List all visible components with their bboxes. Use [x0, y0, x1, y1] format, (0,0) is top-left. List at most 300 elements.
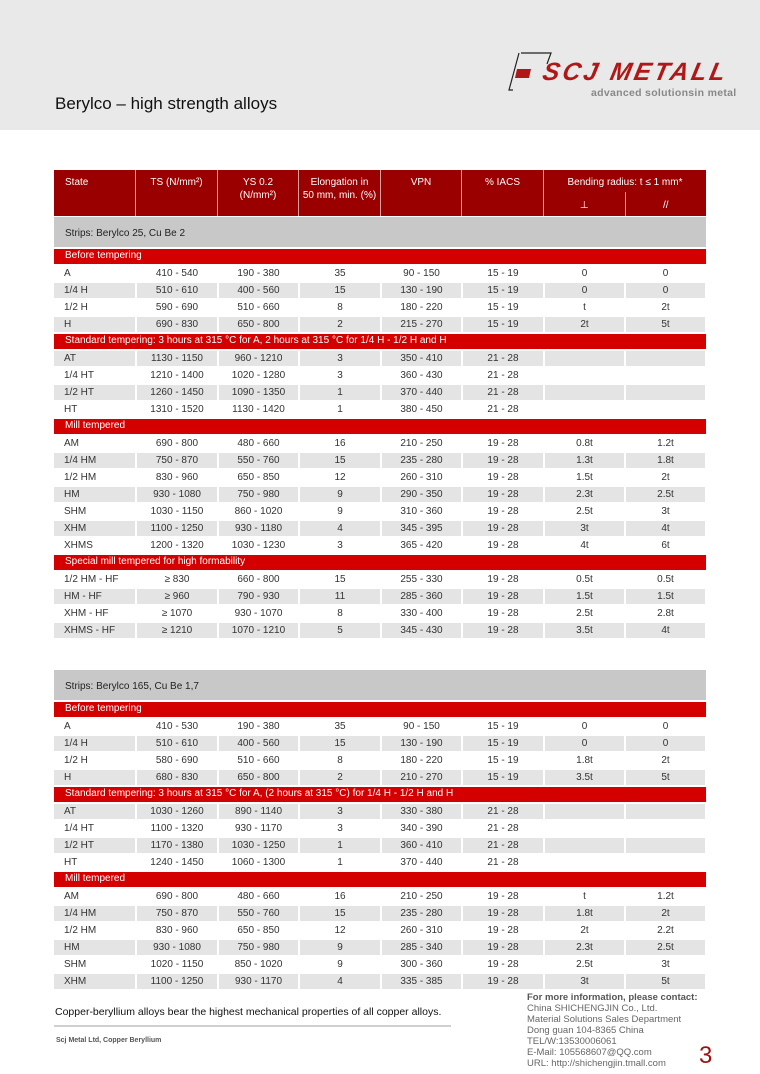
cell-state: H	[54, 317, 135, 332]
cell-state: XHM	[54, 974, 135, 989]
company-logo	[507, 52, 742, 102]
cell-iacs: 15 - 19	[487, 721, 519, 732]
table-title: Strips: Berylco 165, Cu Be 1,7	[54, 670, 706, 700]
section-header: Special mill tempered for high formability	[54, 555, 706, 570]
cell-iacs: 19 - 28	[487, 540, 519, 551]
cell-vpn: 210 - 250	[400, 438, 443, 449]
cell-iacs: 19 - 28	[487, 959, 519, 970]
table-header	[54, 170, 706, 216]
cell-elongation: 15	[300, 906, 380, 921]
cell-bend-parallel	[626, 838, 705, 853]
cell-vpn: 215 - 270	[382, 317, 461, 332]
col-elong-line1: Elongation in	[310, 177, 369, 188]
cell-iacs: 21 - 28	[487, 370, 519, 381]
cell-state: A	[64, 721, 71, 732]
cell-ys: 890 - 1140	[219, 804, 298, 819]
cell-vpn: 130 - 190	[382, 736, 461, 751]
cell-ys: 190 - 380	[237, 721, 280, 732]
cell-iacs: 19 - 28	[487, 506, 519, 517]
cell-elongation: 8	[337, 302, 343, 313]
cell-vpn: 260 - 310	[400, 472, 443, 483]
cell-bend-perpendicular: 1.8t	[576, 755, 593, 766]
cell-state: 1/4 HM	[54, 453, 135, 468]
cell-bend-parallel: 1.2t	[657, 891, 674, 902]
cell-bend-perpendicular: t	[583, 302, 586, 313]
section-header: Mill tempered	[54, 419, 706, 434]
cell-vpn: 360 - 410	[382, 838, 461, 853]
col-ts: TS (N/mm²)	[136, 170, 218, 216]
cell-ys: 510 - 660	[237, 755, 280, 766]
cell-bend-perpendicular	[545, 821, 624, 836]
table-row	[54, 751, 706, 768]
cell-ts: 930 - 1080	[137, 487, 217, 502]
table-row	[54, 315, 706, 332]
cell-iacs: 19 - 28	[463, 974, 543, 989]
cell-bend-parallel: 3t	[661, 959, 670, 970]
cell-bend-parallel: 0	[626, 736, 705, 751]
table-row	[54, 383, 706, 400]
cell-bend-perpendicular: 3.5t	[545, 623, 624, 638]
cell-bend-perpendicular: 2.3t	[545, 487, 624, 502]
col-state: State	[54, 170, 136, 216]
table-row	[54, 264, 706, 281]
col-iacs: % IACS	[462, 170, 544, 216]
cell-bend-perpendicular	[545, 385, 624, 400]
cell-iacs: 15 - 19	[463, 317, 543, 332]
cell-bend-parallel: 2.5t	[626, 487, 705, 502]
cell-ys: 650 - 800	[219, 770, 298, 785]
cell-elongation: 5	[300, 623, 380, 638]
section-header: Before tempering	[54, 249, 706, 264]
cell-iacs: 19 - 28	[463, 487, 543, 502]
cell-vpn: 180 - 220	[400, 302, 443, 313]
cell-ts: 1030 - 1260	[137, 804, 217, 819]
cell-bend-parallel: 1.2t	[657, 438, 674, 449]
cell-bend-perpendicular: 2.5t	[576, 506, 593, 517]
table-row	[54, 887, 706, 904]
cell-vpn: 235 - 280	[382, 906, 461, 921]
cell-bend-parallel: 6t	[661, 540, 670, 551]
cell-ts: 750 - 870	[137, 453, 217, 468]
cell-elongation: 4	[300, 521, 380, 536]
contact-heading: For more information, please contact:	[527, 992, 698, 1003]
cell-ts: 510 - 610	[137, 736, 217, 751]
page-number: 3	[699, 1042, 713, 1069]
cell-ys: 1070 - 1210	[219, 623, 298, 638]
cell-bend-perpendicular: 0.5t	[576, 574, 593, 585]
cell-bend-parallel: 2t	[661, 755, 670, 766]
cell-ys: 660 - 800	[237, 574, 280, 585]
cell-bend-perpendicular: 0	[581, 268, 588, 279]
contact-line: China SHICHENGJIN Co., Ltd.	[527, 1003, 658, 1014]
cell-bend-parallel: 0	[662, 268, 669, 279]
col-vpn: VPN	[381, 170, 462, 216]
col-ys	[218, 170, 299, 216]
cell-bend-parallel	[626, 804, 705, 819]
cell-iacs: 19 - 28	[487, 574, 519, 585]
logo-text: SCJ METALL	[540, 58, 732, 86]
cell-ys: 860 - 1020	[234, 506, 283, 517]
cell-ys: 190 - 380	[237, 268, 280, 279]
cell-state: SHM	[64, 506, 87, 517]
cell-vpn: 210 - 270	[382, 770, 461, 785]
cell-iacs: 21 - 28	[487, 857, 519, 868]
cell-ts: 1020 - 1150	[150, 959, 204, 970]
cell-bend-perpendicular	[545, 838, 624, 853]
cell-ys: 1060 - 1300	[231, 857, 286, 868]
cell-bend-parallel: 3t	[661, 506, 670, 517]
cell-elongation: 11	[300, 589, 380, 604]
cell-iacs: 19 - 28	[463, 623, 543, 638]
cell-bend-parallel: 1.8t	[626, 453, 705, 468]
cell-bend-perpendicular	[545, 351, 624, 366]
cell-ts: 750 - 870	[137, 906, 217, 921]
table-row	[54, 604, 706, 621]
cell-vpn: 365 - 420	[400, 540, 443, 551]
cell-bend-perpendicular: 1.8t	[545, 906, 624, 921]
cell-bend-perpendicular	[545, 402, 624, 417]
cell-iacs: 19 - 28	[463, 453, 543, 468]
cell-ys: 1020 - 1280	[231, 370, 286, 381]
cell-iacs: 19 - 28	[463, 940, 543, 955]
cell-state: 1/4 HT	[64, 370, 95, 381]
cell-ys: 750 - 980	[219, 940, 298, 955]
cell-bend-perpendicular	[545, 368, 624, 383]
cell-bend-parallel: 4t	[626, 623, 705, 638]
cell-ys: 650 - 850	[237, 925, 280, 936]
cell-elongation: 15	[300, 736, 380, 751]
cell-ts: 1130 - 1150	[137, 351, 217, 366]
cell-state: 1/2 HM	[64, 925, 97, 936]
cell-elongation: 3	[300, 351, 380, 366]
cell-ys: 550 - 760	[219, 453, 298, 468]
col-bending	[544, 170, 706, 216]
contact-block	[527, 992, 698, 1069]
cell-vpn: 285 - 340	[382, 940, 461, 955]
cell-elongation: 9	[337, 959, 343, 970]
cell-bend-perpendicular: t	[583, 891, 586, 902]
cell-ts: 1170 - 1380	[137, 838, 217, 853]
cell-vpn: 370 - 440	[382, 385, 461, 400]
cell-iacs: 15 - 19	[487, 302, 519, 313]
cell-vpn: 360 - 430	[400, 370, 443, 381]
table-row	[54, 802, 706, 819]
cell-bend-perpendicular: 1.5t	[576, 472, 593, 483]
cell-ts: 590 - 690	[155, 302, 199, 313]
cell-bend-parallel: 2.2t	[657, 925, 674, 936]
cell-state: 1/4 HT	[64, 823, 95, 834]
cell-state: 1/2 H	[64, 302, 88, 313]
cell-bend-perpendicular: 0	[581, 721, 588, 732]
cell-ys: 960 - 1210	[219, 351, 298, 366]
cell-elongation: 2	[300, 317, 380, 332]
cell-vpn: 90 - 150	[403, 268, 440, 279]
cell-ts: 1100 - 1250	[137, 521, 217, 536]
cell-bend-perpendicular: 3t	[545, 521, 624, 536]
cell-ts: 1030 - 1150	[150, 506, 204, 517]
cell-elongation: 16	[334, 891, 346, 902]
contact-line: Dong guan 104-8365 China	[527, 1025, 644, 1036]
cell-ts: 690 - 830	[137, 317, 217, 332]
cell-ts: 830 - 960	[155, 472, 199, 483]
cell-iacs: 15 - 19	[487, 268, 519, 279]
contact-line: TEL/W:13530006061	[527, 1036, 617, 1047]
cell-state: HM	[54, 487, 135, 502]
cell-bend-perpendicular: 1.3t	[545, 453, 624, 468]
table-row	[54, 717, 706, 734]
cell-ys: 1030 - 1250	[219, 838, 298, 853]
cell-state: AT	[54, 804, 135, 819]
cell-ys: 790 - 930	[219, 589, 298, 604]
footer-statement: Copper-beryllium alloys bear the highest mechanical properties of all copper alloys.	[55, 1006, 442, 1018]
cell-iacs: 19 - 28	[463, 906, 543, 921]
alloy-table-berylco-25	[54, 170, 706, 638]
cell-vpn: 340 - 390	[400, 823, 443, 834]
contact-email[interactable]: E-Mail: 105568607@QQ.com	[527, 1047, 652, 1058]
cell-vpn: 330 - 400	[400, 608, 443, 619]
cell-ts: 410 - 530	[155, 721, 199, 732]
cell-bend-perpendicular: 2.5t	[576, 959, 593, 970]
col-bending-label: Bending radius: t ≤ 1 mm*	[567, 177, 683, 188]
cell-bend-parallel	[626, 385, 705, 400]
col-elongation	[299, 170, 381, 216]
cell-vpn: 260 - 310	[400, 925, 443, 936]
table-row	[54, 938, 706, 955]
cell-elongation: 9	[300, 940, 380, 955]
section-header: Mill tempered	[54, 872, 706, 887]
cell-vpn: 90 - 150	[403, 721, 440, 732]
cell-ts: 830 - 960	[155, 925, 199, 936]
cell-vpn: 370 - 440	[400, 857, 443, 868]
col-ys-line1: YS 0.2	[242, 177, 274, 188]
cell-ts: 690 - 800	[155, 891, 199, 902]
cell-state: SHM	[64, 959, 87, 970]
cell-bend-perpendicular: 2t	[580, 925, 589, 936]
cell-elongation: 9	[337, 506, 343, 517]
cell-bend-parallel	[626, 821, 705, 836]
table-row	[54, 298, 706, 315]
table-row	[54, 836, 706, 853]
contact-url[interactable]: URL: http://shichengjin.tmall.com	[527, 1058, 666, 1069]
cell-elongation: 3	[337, 823, 343, 834]
cell-iacs: 19 - 28	[487, 438, 519, 449]
cell-bend-parallel: 0.5t	[657, 574, 674, 585]
cell-elongation: 12	[334, 472, 346, 483]
cell-elongation: 1	[337, 404, 343, 415]
cell-ts: 1210 - 1400	[150, 370, 204, 381]
cell-vpn: 130 - 190	[382, 283, 461, 298]
cell-state: A	[64, 268, 71, 279]
table-row	[54, 536, 706, 553]
cell-elongation: 9	[300, 487, 380, 502]
cell-elongation: 16	[334, 438, 346, 449]
cell-vpn: 210 - 250	[400, 891, 443, 902]
cell-ys: 650 - 800	[219, 317, 298, 332]
cell-bend-parallel	[626, 351, 705, 366]
cell-iacs: 21 - 28	[487, 404, 519, 415]
cell-iacs: 15 - 19	[487, 755, 519, 766]
section-header: Standard tempering: 3 hours at 315 °C for A, 2 hours at 315 °C for 1/4 H - 1/2 H and H	[54, 334, 706, 349]
cell-elongation: 1	[300, 838, 380, 853]
cell-ys: 1090 - 1350	[219, 385, 298, 400]
cell-elongation: 12	[334, 925, 346, 936]
logo-tagline: advanced solutionsin metal	[591, 87, 737, 99]
table-row	[54, 281, 706, 298]
cell-bend-parallel: 5t	[626, 770, 705, 785]
cell-bend-perpendicular: 3.5t	[545, 770, 624, 785]
table-row	[54, 587, 706, 604]
cell-bend-perpendicular	[545, 855, 624, 870]
cell-iacs: 15 - 19	[463, 283, 543, 298]
cell-elongation: 3	[337, 540, 343, 551]
cell-bend-parallel: 0	[662, 721, 669, 732]
cell-bend-perpendicular: 0	[545, 283, 624, 298]
table-row	[54, 904, 706, 921]
col-bend-parallel: //	[662, 200, 669, 211]
cell-ys: 930 - 1180	[219, 521, 298, 536]
cell-elongation: 3	[300, 804, 380, 819]
cell-state: HT	[64, 404, 78, 415]
cell-bend-perpendicular	[545, 804, 624, 819]
cell-bend-parallel	[626, 368, 705, 383]
cell-bend-perpendicular: 3t	[545, 974, 624, 989]
footer-divider	[54, 1025, 451, 1027]
cell-vpn: 345 - 395	[382, 521, 461, 536]
cell-bend-parallel: 2t	[626, 906, 705, 921]
cell-bend-perpendicular: 0	[545, 736, 624, 751]
cell-bend-perpendicular: 2.5t	[576, 608, 593, 619]
cell-bend-parallel: 0	[626, 283, 705, 298]
cell-state: H	[54, 770, 135, 785]
cell-ys: 850 - 1020	[234, 959, 283, 970]
table-row	[54, 485, 706, 502]
cell-vpn: 350 - 410	[382, 351, 461, 366]
cell-state: XHMS	[64, 540, 93, 551]
cell-state: AM	[64, 438, 79, 449]
table-row	[54, 972, 706, 989]
cell-ts: 1100 - 1250	[137, 974, 217, 989]
table-row	[54, 349, 706, 366]
cell-state: 1/4 H	[54, 736, 135, 751]
table-row	[54, 400, 706, 417]
table-row	[54, 734, 706, 751]
cell-elongation: 3	[337, 370, 343, 381]
alloy-table-berylco-165	[54, 669, 706, 989]
cell-ts: ≥ 1210	[137, 623, 217, 638]
cell-bend-parallel: 2.5t	[626, 940, 705, 955]
cell-state: HT	[64, 857, 78, 868]
cell-iacs: 19 - 28	[487, 891, 519, 902]
cell-state: AT	[54, 351, 135, 366]
cell-ts: 690 - 800	[155, 438, 199, 449]
cell-iacs: 21 - 28	[463, 351, 543, 366]
cell-bend-parallel: 1.5t	[626, 589, 705, 604]
cell-bend-parallel: 2t	[661, 302, 670, 313]
cell-ts: 1260 - 1450	[137, 385, 217, 400]
cell-iacs: 21 - 28	[463, 838, 543, 853]
cell-state: HM - HF	[54, 589, 135, 604]
cell-ys: 930 - 1070	[234, 608, 283, 619]
cell-state: 1/2 H	[64, 755, 88, 766]
table-row	[54, 819, 706, 836]
cell-elongation: 15	[300, 453, 380, 468]
cell-bend-parallel	[626, 855, 705, 870]
cell-elongation: 4	[300, 974, 380, 989]
cell-elongation: 1	[300, 385, 380, 400]
section-header: Before tempering	[54, 702, 706, 717]
cell-state: 1/2 HT	[54, 838, 135, 853]
table-row	[54, 621, 706, 638]
cell-state: 1/2 HT	[54, 385, 135, 400]
cell-ys: 480 - 660	[237, 438, 280, 449]
cell-ys: 480 - 660	[237, 891, 280, 902]
cell-elongation: 2	[300, 770, 380, 785]
cell-state: XHMS - HF	[54, 623, 135, 638]
cell-state: 1/4 HM	[54, 906, 135, 921]
cell-ts: 930 - 1080	[137, 940, 217, 955]
cell-bend-perpendicular: 2t	[545, 317, 624, 332]
cell-bend-parallel: 2.8t	[657, 608, 674, 619]
section-header: Standard tempering: 3 hours at 315 °C for A, (2 hours at 315 °C) for 1/4 H - 1/2 H and H	[54, 787, 706, 802]
cell-state: XHM	[54, 521, 135, 536]
cell-state: 1/2 HM	[64, 472, 97, 483]
cell-ts: 680 - 830	[137, 770, 217, 785]
cell-state: XHM - HF	[64, 608, 109, 619]
cell-bend-perpendicular: 0.8t	[576, 438, 593, 449]
cell-ts: 1310 - 1520	[150, 404, 204, 415]
table-row	[54, 921, 706, 938]
cell-ts: 1240 - 1450	[150, 857, 204, 868]
cell-ys: 930 - 1170	[219, 974, 298, 989]
table-row	[54, 768, 706, 785]
cell-iacs: 21 - 28	[463, 385, 543, 400]
cell-ys: 550 - 760	[219, 906, 298, 921]
cell-bend-parallel: 2t	[661, 472, 670, 483]
cell-iacs: 21 - 28	[463, 804, 543, 819]
col-bend-perpendicular: ⊥	[544, 192, 626, 216]
cell-state: AM	[64, 891, 79, 902]
cell-ts: 1100 - 1320	[150, 823, 204, 834]
col-ys-line2: (N/mm²)	[239, 190, 277, 201]
cell-elongation: 15	[334, 574, 346, 585]
col-elong-line2: 50 mm, min. (%)	[302, 190, 377, 201]
cell-vpn: 180 - 220	[400, 755, 443, 766]
cell-vpn: 335 - 385	[382, 974, 461, 989]
cell-vpn: 255 - 330	[400, 574, 443, 585]
footer-company: Scj Metal Ltd, Copper Beryllium	[56, 1037, 162, 1044]
cell-iacs: 21 - 28	[487, 823, 519, 834]
cell-ys: 510 - 660	[237, 302, 280, 313]
cell-bend-parallel	[626, 402, 705, 417]
table-title: Strips: Berylco 25, Cu Be 2	[54, 217, 706, 247]
cell-bend-parallel: 4t	[626, 521, 705, 536]
contact-line: Material Solutions Sales Department	[527, 1014, 682, 1025]
cell-iacs: 19 - 28	[487, 608, 519, 619]
cell-iacs: 19 - 28	[487, 925, 519, 936]
cell-ys: 1130 - 1420	[232, 404, 285, 415]
cell-elongation: 35	[334, 268, 346, 279]
cell-vpn: 290 - 350	[382, 487, 461, 502]
table-row	[54, 502, 706, 519]
table-row	[54, 853, 706, 870]
cell-iacs: 19 - 28	[487, 472, 519, 483]
cell-vpn: 380 - 450	[400, 404, 443, 415]
cell-elongation: 35	[334, 721, 346, 732]
cell-vpn: 300 - 360	[400, 959, 443, 970]
cell-iacs: 19 - 28	[463, 589, 543, 604]
cell-state: HM	[54, 940, 135, 955]
cell-vpn: 235 - 280	[382, 453, 461, 468]
